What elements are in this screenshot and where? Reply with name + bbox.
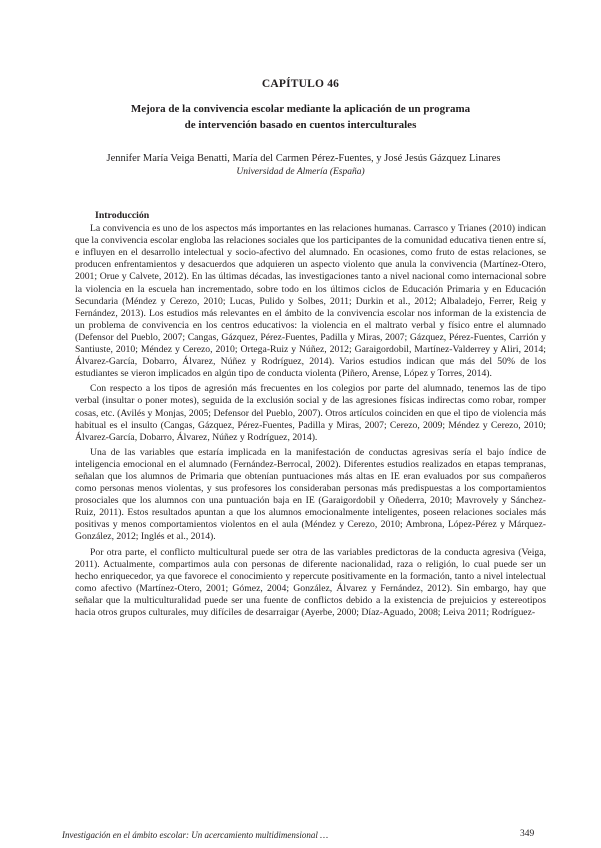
running-footer-title: Investigación en el ámbito escolar: Un acercamiento multidimensional … — [62, 830, 329, 840]
paragraph: Por otra parte, el conflicto multicultural puede ser otra de las variables predictoras de la conducta agresiva (Veiga, 2011). Actualmente, compartimos aula con personas de diferente nacionalidad, raza o religión, lo cual puede ser un hecho enriquecedor, ya que favorece el conocimiento y repercute positivamente en la formación, tanto a nivel intelectual como afectivo (Martínez-Otero, 2001; Gómez, 2004; González, Álvarez y Fernández, 2012). Sin embargo, hay que señalar que la multiculturalidad puede ser una fuente de conflictos debido a la existencia de prejuicios y estereotipos hacia otros grupos culturales, muy difíciles de desarraigar (Ayerbe, 2000; Díaz-Aguado, 2008; Leiva 2011; Rodríguez- — [75, 546, 546, 618]
paragraph: La convivencia es uno de los aspectos más importantes en las relaciones humanas. Carrasco y Trianes (2010) indican que la convivencia escolar engloba las relaciones sociales que los participantes de la comunidad educativa tienen entre sí, e influyen en el desarrollo intelectual y socio-afectivo del alumnado. En ocasiones, como fruto de estas relaciones, se producen enfrentamientos y desacuerdos que adquieren un aspecto violento que anula la convivencia (Martínez-Otero, 2001; Orue y Calvete, 2012). En las últimas décadas, las investigaciones tanto a nivel nacional como internacional sobre la violencia en la escuela han incrementado, sobre todo en los últimos ciclos de Educación Primaria y en Educación Secundaria (Méndez y Cerezo, 2010; Lucas, Pulido y Solbes, 2011; Durkin et al., 2012; Albaladejo, Ferrer, Reig y Fernández, 2013). Los estudios más relevantes en el ámbito de la convivencia escolar nos informan de la existencia de un problema de convivencia en los centros educativos: la violencia en el maltrato verbal y físico entre el alumnado (Defensor del Pueblo, 2007; Cangas, Gázquez, Pérez-Fuentes, Padilla y Miras, 2007; Gázquez, Pérez-Fuentes, Carrión y Santiuste, 2010; Méndez y Cerezo, 2010; Ortega-Ruiz y Núñez, 2012; Garaigordobil, Martínez-Valderrey y Aliri, 2014; Álvarez-García, Dobarro, Álvarez, Núñez y Rodríguez, 2014). Varios estudios indican que más del 50% de los estudiantes se vieron implicados en algún tipo de conducta violenta (Piñero, Arense, López y Torres, 2014). — [75, 223, 546, 380]
page-number: 349 — [520, 829, 535, 839]
chapter-number: CAPÍTULO 46 — [261, 78, 340, 90]
paragraph: Con respecto a los tipos de agresión más frecuentes en los colegios por parte del alumnado, tenemos las de tipo verbal (insultar o poner motes), seguida de la exclusión social y de las agresiones físicas indirectas como robar, romper cosas, etc. (Avilés y Monjas, 2005; Defensor del Pueblo, 2007). Otros artículos coinciden en que el tipo de violencia más habitual es el insulto (Cangas, Gázquez, Pérez-Fuentes, Padilla y Miras, 2007; Cerezo, 2009; Méndez y Cerezo, 2010; Álvarez-García, Dobarro, Álvarez, Núñez y Rodríguez, 2014). — [75, 383, 546, 443]
chapter-title — [60, 101, 541, 133]
affiliation: Universidad de Almería (España) — [236, 167, 365, 177]
chapter-title-line-1: Mejora de la convivencia escolar mediante la aplicación de un programa — [130, 103, 471, 115]
chapter-title-line-2: de intervención basado en cuentos interculturales — [184, 119, 417, 131]
section-heading: Introducción — [95, 210, 150, 221]
body-text — [75, 210, 546, 622]
authors: Jennifer María Veiga Benatti, María del Carmen Pérez-Fuentes, y José Jesús Gázquez Linares — [106, 153, 501, 164]
paragraph: Una de las variables que estaría implicada en la manifestación de conductas agresivas sería el bajo índice de inteligencia emocional en el alumnado (Fernández-Berrocal, 2002). Diferentes estudios realizados en etapas tempranas, señalan que los alumnos de Primaria que obtenían puntuaciones más altas en IE eran evaluados por sus compañeros como personas menos violentas, y sus profesores los consideraban personas más predispuestas a los comportamientos prosociales que los alumnos con una puntuación baja en IE (Garaigordobil y Oñederra, 2010; Mavrovely y Sánchez-Ruiz, 2011). Estos resultados apuntan a que los alumnos emocionalmente inteligentes, poseen relaciones sociales más positivas y menos comportamientos violentos en el aula (Méndez y Cerezo, 2010; Ambrona, López-Pérez y Márquez-González, 2012; Inglés et al., 2014). — [75, 446, 546, 543]
